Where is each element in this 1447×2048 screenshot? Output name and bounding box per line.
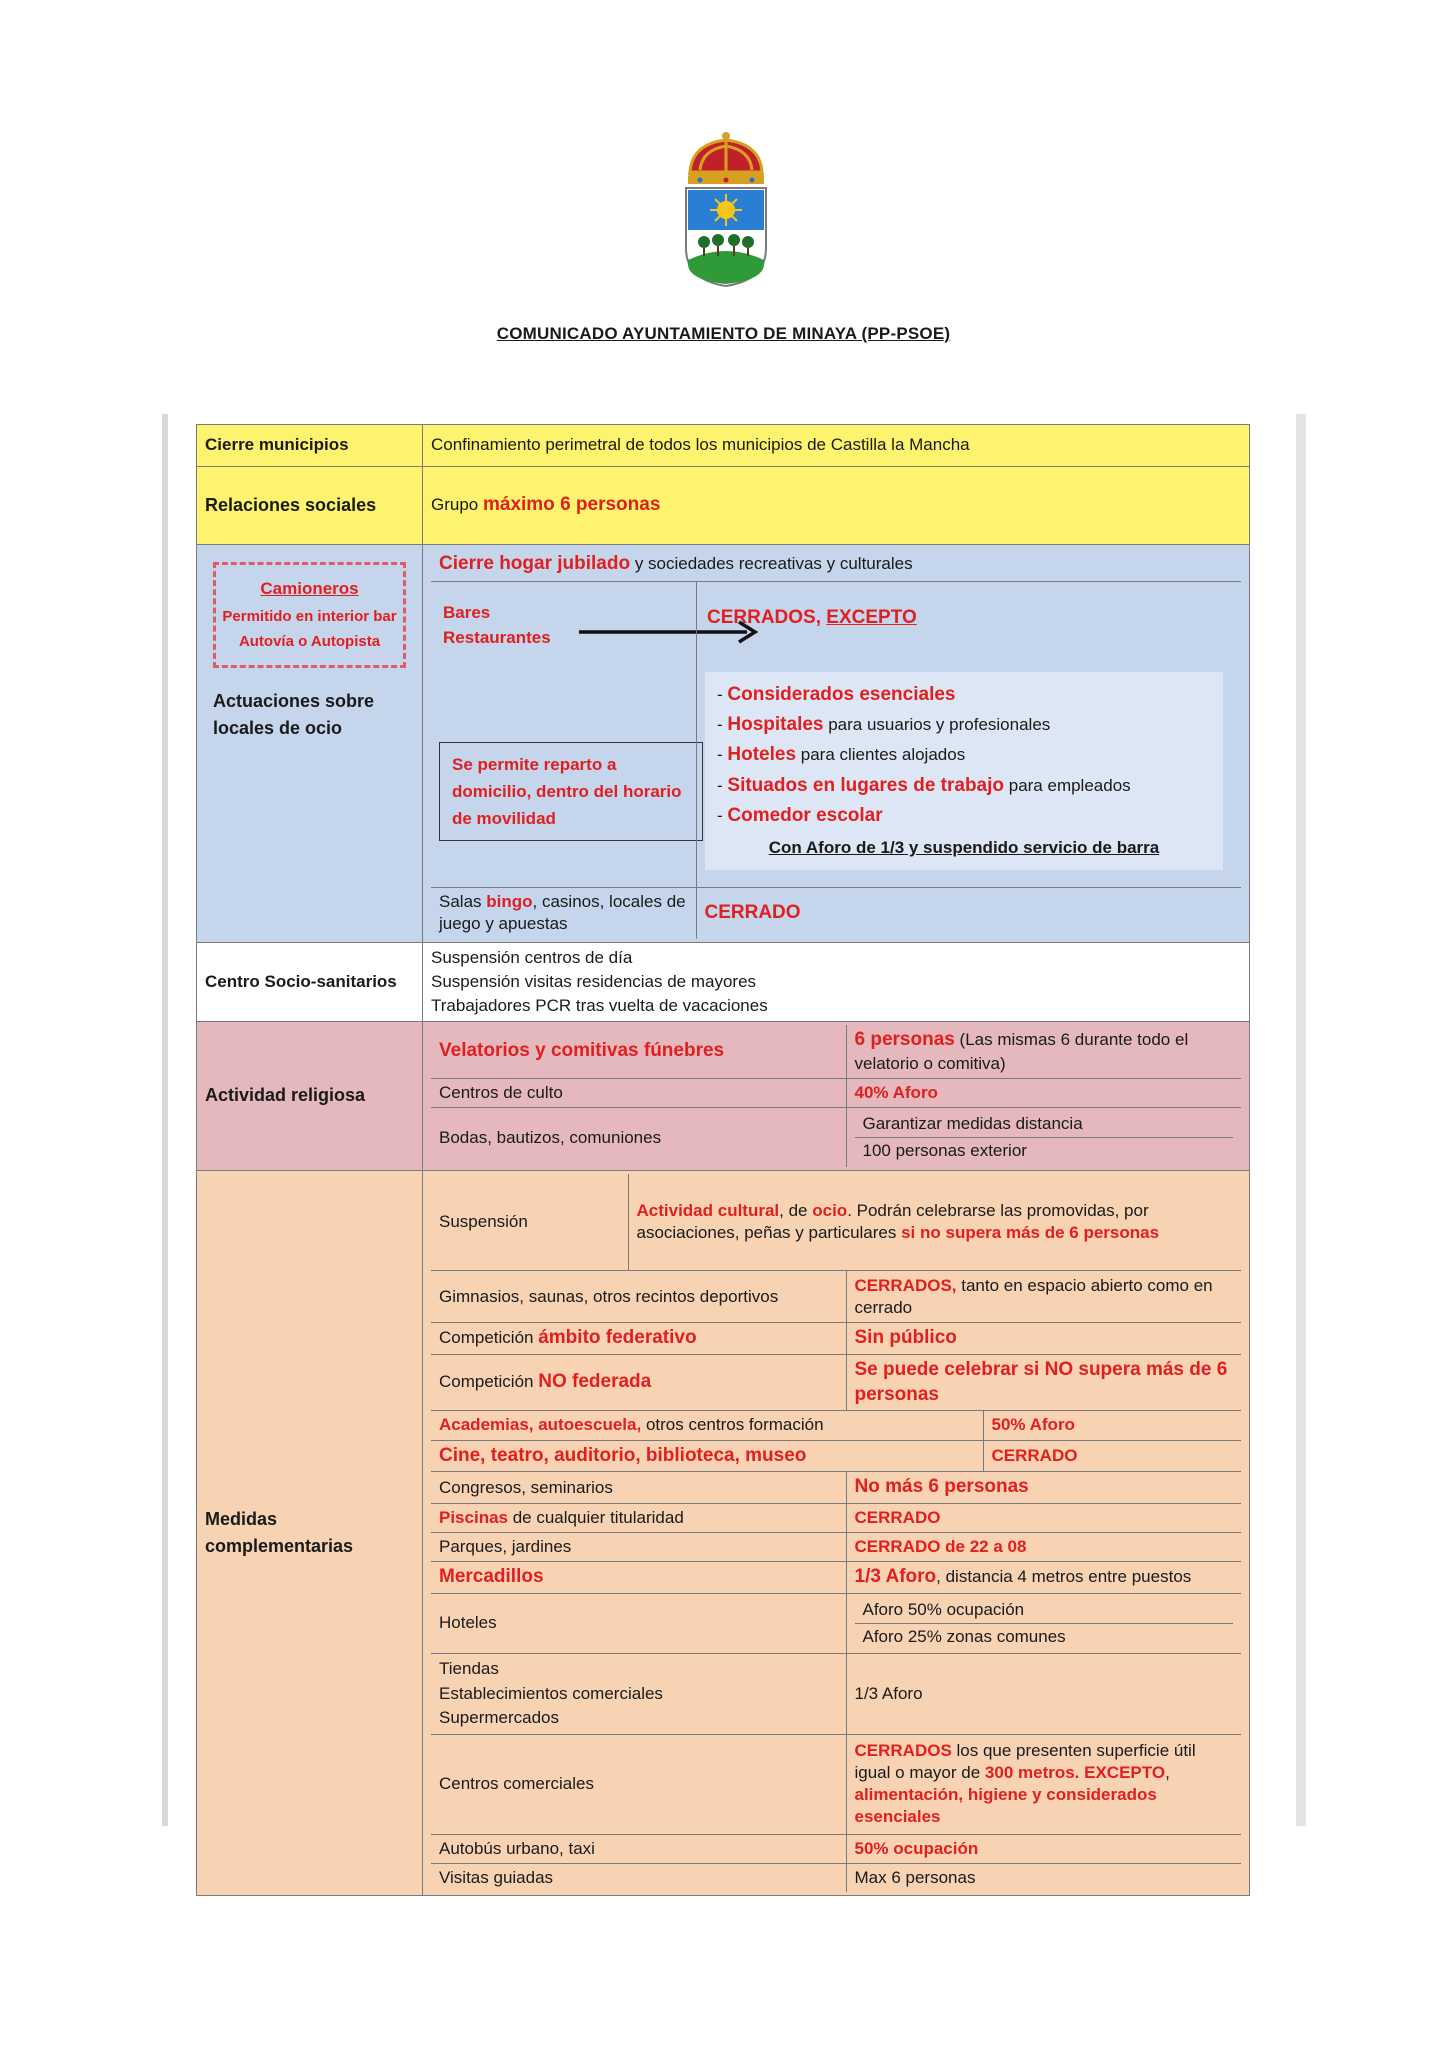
congresos-row (431, 1472, 1241, 1504)
cc-text-2: , (1165, 1763, 1170, 1783)
camioneros-box (213, 562, 406, 668)
congresos-label: Congresos, seminarios (431, 1472, 846, 1504)
comp-fed-pre: Competición (439, 1328, 539, 1348)
exception-item: - Comedor escolar (717, 805, 883, 827)
susp-red-1: Actividad cultural (636, 1201, 780, 1221)
piscinas-value: CERRADO (846, 1503, 1241, 1532)
ocio-label: Actuaciones sobre locales de ocio (213, 690, 375, 738)
row-cierre (197, 425, 1250, 467)
gim-value (846, 1271, 1241, 1323)
comp-nofed-value: Se puede celebrar si NO supera más de 6 personas (846, 1355, 1241, 1411)
relaciones-red: máximo 6 personas (482, 494, 661, 516)
row-socio (197, 943, 1250, 1021)
suspension-table (431, 1174, 1241, 1270)
medidas-content (423, 1171, 1250, 1896)
cc-row (431, 1734, 1241, 1834)
gim-label: Gimnasios, saunas, otros recintos deportivos (431, 1271, 846, 1323)
cerrados-text: CERRADOS, (707, 606, 827, 628)
tiendas-line: Supermercados (439, 1708, 560, 1728)
restaurantes-label: Restaurantes (443, 628, 551, 648)
salas-status (696, 887, 1241, 939)
piscinas-red: Piscinas (439, 1507, 508, 1527)
susp-red-3: si no supera más de 6 personas (901, 1223, 1160, 1243)
acad-red: Academias, autoescuela, (439, 1415, 642, 1435)
hoteles-value-1: Aforo 50% ocupación (855, 1597, 1234, 1624)
hoteles-label: Hoteles (431, 1593, 846, 1653)
cine-row (431, 1440, 1241, 1471)
mercadillos-value (846, 1562, 1241, 1594)
tiendas-line: Establecimientos comerciales (439, 1683, 663, 1703)
piscinas-row (431, 1503, 1241, 1532)
velatorios-label (431, 1025, 846, 1079)
velatorios-red: 6 personas (854, 1028, 955, 1050)
row-religiosa (197, 1021, 1250, 1171)
tiendas-label (431, 1653, 846, 1734)
comp-fed-row (431, 1323, 1241, 1355)
salas-row (431, 887, 1241, 939)
piscinas-label (431, 1503, 846, 1532)
hoteles-row (431, 1593, 1241, 1653)
bares-labels (443, 600, 551, 651)
exceptions-box (705, 672, 1223, 870)
gim-red: CERRADOS, (854, 1275, 957, 1295)
bodas-label: Bodas, bautizos, comuniones (431, 1108, 846, 1168)
exception-item: - Hospitales para usuarios y profesionales (717, 714, 1051, 736)
bodas-value-2: 100 personas exterior (862, 1141, 1027, 1161)
exception-red: Hospitales (727, 714, 824, 736)
ocio-label-cell (197, 545, 423, 943)
tiendas-row (431, 1653, 1241, 1734)
visitas-value: Max 6 personas (846, 1863, 1241, 1892)
cc-label: Centros comerciales (431, 1734, 846, 1834)
exception-red: Comedor escolar (727, 805, 883, 827)
religiosa-content (423, 1021, 1250, 1171)
bodas-value-1: Garantizar medidas distancia (855, 1111, 1234, 1138)
parques-row (431, 1532, 1241, 1561)
cierre-text: Confinamiento perimetral de todos los municipios de Castilla la Mancha (423, 425, 1250, 467)
document-title: COMUNICADO AYUNTAMIENTO DE MINAYA (PP-PSOE) (496, 324, 951, 343)
acad-rest: otros centros formación (641, 1415, 824, 1435)
mercadillos-label: Mercadillos (431, 1562, 846, 1594)
religiosa-table (431, 1025, 1241, 1168)
bodas-row (431, 1108, 1241, 1168)
exception-rest: para usuarios y profesionales (823, 715, 1051, 735)
socio-line: Trabajadores PCR tras vuelta de vacaciones (431, 995, 768, 1015)
culto-label: Centros de culto (431, 1079, 846, 1108)
bus-value: 50% ocupación (846, 1834, 1241, 1863)
comp-nofed-label (431, 1355, 846, 1411)
mercadillos-rest: , distancia 4 metros entre puestos (936, 1567, 1192, 1587)
row-medidas (197, 1171, 1250, 1896)
relaciones-value (423, 467, 1250, 545)
cine-value: CERRADO (983, 1440, 1241, 1471)
hogar-rest: y sociedades recreativas y culturales (630, 554, 913, 573)
culto-row (431, 1079, 1241, 1108)
visitas-label: Visitas guiadas (431, 1863, 846, 1892)
exception-red: Situados en lugares de trabajo (727, 774, 1005, 796)
susp-text-2: . Podrán celebrarse las promovidas, por asociaciones, peñas y particulares (636, 1201, 1149, 1243)
exception-rest: para empleados (1004, 775, 1131, 795)
comp-fed-red: ámbito federativo (538, 1327, 697, 1349)
piscinas-rest: de cualquier titularidad (508, 1507, 684, 1527)
velatorios-row (431, 1025, 1241, 1079)
velatorios-rest: (Las mismas 6 durante todo el velatorio o comitiva) (854, 1029, 1189, 1073)
gim-rest: tanto en espacio abierto como en cerrado (854, 1275, 1213, 1317)
suspension-label: Suspensión (431, 1174, 628, 1270)
velatorios-value (846, 1025, 1241, 1079)
coat-of-arms-logo (680, 130, 772, 290)
socio-lines (423, 943, 1250, 1021)
relaciones-label: Relaciones sociales (197, 467, 423, 545)
socio-line: Suspensión centros de día (431, 948, 633, 968)
bodas-values (846, 1108, 1241, 1168)
congresos-value: No más 6 personas (846, 1472, 1241, 1504)
acad-table (431, 1410, 1241, 1471)
exception-red: Considerados esenciales (727, 683, 956, 705)
aforo-note: Con Aforo de 1/3 y suspendido servicio de barra (768, 837, 1160, 857)
acad-value: 50% Aforo (983, 1411, 1241, 1440)
cine-label: Cine, teatro, auditorio, biblioteca, museo (431, 1440, 983, 1471)
socio-label: Centro Socio-sanitarios (197, 943, 423, 1021)
medidas-label: Medidas complementarias (197, 1171, 423, 1896)
parques-value: CERRADO de 22 a 08 (846, 1532, 1241, 1561)
cc-red-2: 300 metros. EXCEPTO (984, 1763, 1166, 1783)
camioneros-text: Permitido en interior bar Autovía o Autopista (222, 607, 397, 651)
hogar-row (431, 548, 1241, 582)
velatorios-text: Velatorios y comitivas fúnebres (439, 1039, 725, 1061)
socio-line: Suspensión visitas residencias de mayores (431, 971, 757, 991)
comp-nofed-row (431, 1355, 1241, 1411)
exception-item: - Situados en lugares de trabajo para empleados (717, 774, 1131, 796)
mercadillos-red: 1/3 Aforo (854, 1566, 937, 1588)
row-ocio (197, 545, 1250, 943)
excepto-text: EXCEPTO (826, 606, 917, 628)
culto-value: 40% Aforo (846, 1079, 1241, 1108)
exception-item: - Considerados esenciales (717, 683, 956, 705)
comp-fed-value: Sin público (846, 1323, 1241, 1355)
bares-left (431, 582, 696, 887)
cerrados-excepto (707, 606, 917, 631)
cc-red-3: alimentación, higiene y considerados esenciales (854, 1785, 1157, 1827)
hoteles-values (846, 1593, 1241, 1653)
comp-nofed-red: NO federada (538, 1371, 652, 1393)
salas-table (431, 887, 1241, 940)
medidas-table-2 (431, 1471, 1241, 1892)
cc-value (846, 1734, 1241, 1834)
ocio-content (423, 545, 1250, 943)
religiosa-label: Actividad religiosa (197, 1021, 423, 1171)
parques-label: Parques, jardines (431, 1532, 846, 1561)
comp-nofed-pre: Competición (439, 1372, 539, 1392)
exception-rest: para clientes alojados (796, 745, 966, 765)
susp-text-1: , de (779, 1201, 813, 1221)
tiendas-value: 1/3 Aforo (846, 1653, 1241, 1734)
tiendas-line: Tiendas (439, 1658, 499, 1678)
gim-row (431, 1271, 1241, 1323)
salas-red: bingo (486, 892, 533, 912)
bus-row (431, 1834, 1241, 1863)
acad-label (431, 1411, 983, 1440)
cierre-label: Cierre municipios (197, 425, 423, 467)
comp-fed-label (431, 1323, 846, 1355)
camioneros-title: Camioneros (260, 579, 359, 598)
acad-row (431, 1411, 1241, 1440)
exception-red: Hoteles (727, 744, 797, 766)
salas-label (431, 887, 696, 939)
salas-pre: Salas (439, 892, 487, 912)
bares-right (696, 582, 1241, 887)
salas-status-text: CERRADO (704, 902, 801, 924)
suspension-value (628, 1174, 1241, 1270)
susp-red-2: ocio (812, 1201, 848, 1221)
row-relaciones (197, 467, 1250, 545)
measures-table (196, 424, 1250, 1896)
visitas-row (431, 1863, 1241, 1892)
relaciones-pre: Grupo (431, 495, 483, 515)
salas-rest: , casinos, locales de juego y apuestas (439, 892, 686, 934)
medidas-table (431, 1270, 1241, 1410)
cc-red-1: CERRADOS (854, 1741, 952, 1761)
mercadillos-row (431, 1562, 1241, 1594)
bares-label: Bares (443, 602, 491, 622)
bares-area (431, 582, 1241, 887)
bus-label: Autobús urbano, taxi (431, 1834, 846, 1863)
hogar-red: Cierre hogar jubilado (439, 553, 631, 574)
suspension-row (431, 1174, 1241, 1270)
hoteles-value-2: Aforo 25% zonas comunes (862, 1626, 1066, 1646)
cc-text-1: los que presenten superficie útil igual o mayor de (854, 1741, 1196, 1783)
reparto-box: Se permite reparto a domicilio, dentro del horario de movilidad (439, 742, 703, 842)
exception-item: - Hoteles para clientes alojados (717, 744, 966, 766)
